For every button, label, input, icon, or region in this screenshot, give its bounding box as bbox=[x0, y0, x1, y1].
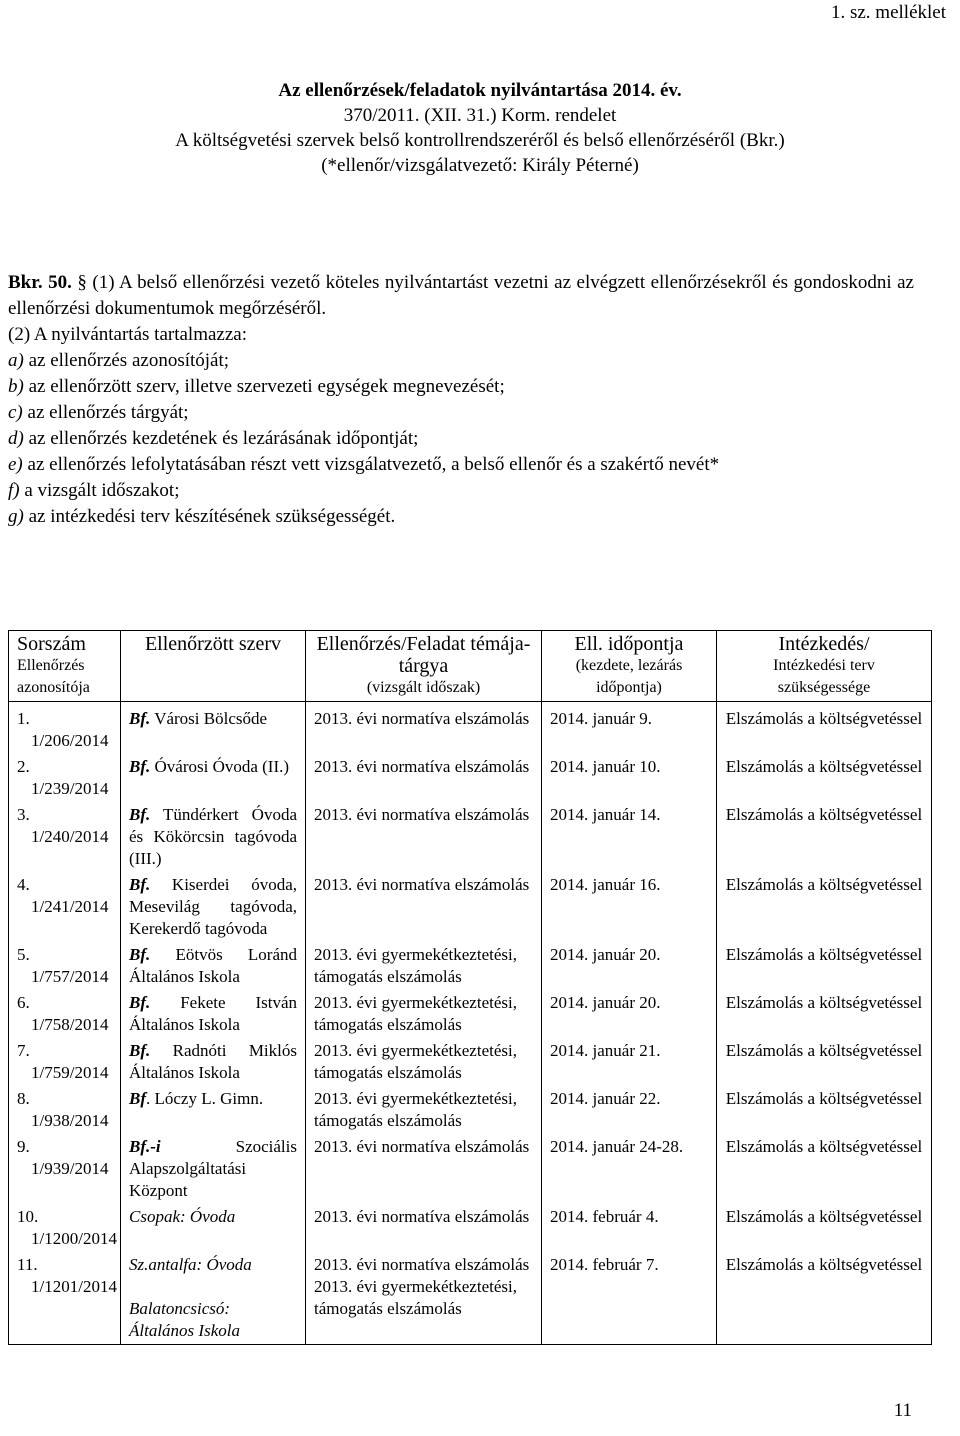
header-date bbox=[542, 631, 717, 702]
organization-text: Tündérkert Óvoda és Kökörcsin tagóvoda (III.) bbox=[129, 805, 297, 868]
cell-serial bbox=[9, 1038, 121, 1086]
header-action bbox=[717, 631, 932, 702]
header-organization-title: Ellenőrzött szerv bbox=[144, 633, 282, 655]
organization-name-secondary: Balatoncsicsó: Általános Iskola bbox=[129, 1299, 240, 1340]
cell-date bbox=[542, 1086, 717, 1134]
action-text: Elszámolás a költségvetéssel bbox=[725, 1137, 923, 1156]
organization-name bbox=[129, 1136, 297, 1202]
audit-id: 1/206/2014 bbox=[31, 731, 109, 750]
audit-id: 1/1200/2014 bbox=[31, 1229, 117, 1248]
law-item bbox=[8, 504, 914, 530]
cell-organization bbox=[121, 1086, 306, 1134]
organization-text: Szociális Alapszolgáltatási Központ bbox=[129, 1137, 297, 1200]
audit-date: 2014. január 10. bbox=[550, 757, 661, 776]
law-item-letter: b) bbox=[8, 376, 24, 397]
table-row bbox=[9, 1134, 932, 1204]
cell-topic bbox=[306, 702, 542, 755]
topic-text: 2013. évi normatíva elszámolás bbox=[314, 805, 530, 824]
cell-topic bbox=[306, 754, 542, 802]
organization-text: Városi Bölcsőde bbox=[150, 709, 268, 728]
row-number: 4. bbox=[17, 875, 30, 894]
row-number: 7. bbox=[17, 1041, 30, 1060]
organization-name bbox=[129, 708, 297, 730]
register-table bbox=[8, 630, 932, 1345]
cell-action bbox=[717, 1134, 932, 1204]
cell-action bbox=[717, 1086, 932, 1134]
cell-topic bbox=[306, 1252, 542, 1345]
cell-date bbox=[542, 754, 717, 802]
header-date-subtitle: (kezdete, lezárás időpontja) bbox=[575, 657, 683, 696]
action-text: Elszámolás a költségvetéssel bbox=[725, 1207, 923, 1226]
law-item bbox=[8, 478, 914, 504]
cell-organization bbox=[121, 1134, 306, 1204]
organization-name bbox=[129, 804, 297, 870]
law-paragraph-1 bbox=[8, 270, 914, 322]
law-item bbox=[8, 452, 914, 478]
cell-organization bbox=[121, 872, 306, 942]
cell-organization bbox=[121, 1252, 306, 1345]
cell-date bbox=[542, 942, 717, 990]
action-text: Elszámolás a költségvetéssel bbox=[725, 1041, 923, 1060]
law-item bbox=[8, 400, 914, 426]
law-excerpt bbox=[8, 270, 914, 530]
row-number: 5. bbox=[17, 945, 30, 964]
audit-id: 1/1201/2014 bbox=[31, 1277, 117, 1296]
audit-date: 2014. január 16. bbox=[550, 875, 661, 894]
table-row bbox=[9, 754, 932, 802]
header-topic-subtitle: (vizsgált időszak) bbox=[366, 679, 481, 696]
row-number: 3. bbox=[17, 805, 30, 824]
cell-date bbox=[542, 990, 717, 1038]
organization-text: Kiserdei óvoda, Mesevilág tagóvoda, Kerekerdő tagóvoda bbox=[129, 875, 297, 938]
organization-prefix: Bf. bbox=[129, 945, 151, 964]
law-item-text: a vizsgált időszakot; bbox=[19, 480, 180, 501]
law-paragraph-1-text: § (1) A belső ellenőrzési vezető köteles nyilvántartást vezetni az elvégzett ellenőrzésekről és gondoskodni az ellenőrzési dokumentumok megőrzéséről. bbox=[8, 272, 914, 319]
cell-serial bbox=[9, 1252, 121, 1345]
audit-date: 2014. január 14. bbox=[550, 805, 661, 824]
cell-date bbox=[542, 1252, 717, 1345]
organization-name bbox=[129, 1088, 297, 1110]
action-text: Elszámolás a költségvetéssel bbox=[725, 805, 923, 824]
law-item-text: az ellenőrzés lefolytatásában részt vett vizsgálatvezető, a belső ellenőr és a szakértő nevét* bbox=[22, 454, 720, 475]
cell-action bbox=[717, 942, 932, 990]
law-reference: Bkr. 50. bbox=[8, 272, 72, 293]
audit-id: 1/239/2014 bbox=[31, 779, 109, 798]
cell-organization bbox=[121, 942, 306, 990]
table-row bbox=[9, 1038, 932, 1086]
law-item bbox=[8, 348, 914, 374]
organization-text: Radnóti Miklós Általános Iskola bbox=[129, 1041, 297, 1082]
row-number: 8. bbox=[17, 1089, 30, 1108]
law-item-text: az intézkedési terv készítésének szükségességét. bbox=[23, 506, 396, 527]
topic-text-secondary: 2013. évi gyermekétkeztetési, támogatás elszámolás bbox=[314, 1277, 517, 1318]
topic-text: 2013. évi normatíva elszámolás bbox=[314, 875, 530, 894]
cell-topic bbox=[306, 1204, 542, 1252]
law-paragraph-2: (2) A nyilvántartás tartalmazza: bbox=[8, 324, 247, 345]
audit-date: 2014. január 21. bbox=[550, 1041, 661, 1060]
header-date-title: Ell. időpontja bbox=[574, 633, 684, 655]
cell-date bbox=[542, 802, 717, 872]
law-item-letter: g) bbox=[8, 506, 24, 527]
action-text: Elszámolás a költségvetéssel bbox=[725, 709, 923, 728]
cell-organization bbox=[121, 1038, 306, 1086]
audit-date: 2014. január 20. bbox=[550, 993, 661, 1012]
audit-date: 2014. február 7. bbox=[550, 1255, 659, 1274]
cell-action bbox=[717, 802, 932, 872]
law-item-letter: c) bbox=[8, 402, 23, 423]
cell-topic bbox=[306, 872, 542, 942]
audit-date: 2014. február 4. bbox=[550, 1207, 659, 1226]
register-table-body bbox=[9, 702, 932, 1345]
cell-topic bbox=[306, 1038, 542, 1086]
organization-name bbox=[129, 756, 297, 778]
law-item bbox=[8, 374, 914, 400]
cell-serial bbox=[9, 1134, 121, 1204]
law-item-text: az ellenőrzött szerv, illetve szervezeti egységek megnevezését; bbox=[23, 376, 505, 397]
topic-text: 2013. évi gyermekétkeztetési, támogatás elszámolás bbox=[314, 1089, 517, 1130]
organization-name bbox=[129, 874, 297, 940]
topic-text: 2013. évi gyermekétkeztetési, támogatás elszámolás bbox=[314, 1041, 517, 1082]
topic-text: 2013. évi gyermekétkeztetési, támogatás elszámolás bbox=[314, 945, 517, 986]
cell-organization bbox=[121, 990, 306, 1038]
law-item-text: az ellenőrzés tárgyát; bbox=[22, 402, 189, 423]
audit-id: 1/241/2014 bbox=[31, 897, 109, 916]
law-items-list bbox=[8, 348, 914, 530]
action-text: Elszámolás a költségvetéssel bbox=[725, 875, 923, 894]
audit-id: 1/939/2014 bbox=[31, 1159, 109, 1178]
cell-action bbox=[717, 872, 932, 942]
cell-action bbox=[717, 1038, 932, 1086]
audit-date: 2014. január 20. bbox=[550, 945, 661, 964]
row-number: 1. bbox=[17, 709, 30, 728]
title-line-4: (*ellenőr/vizsgálatvezető: Király Péterné) bbox=[321, 155, 639, 176]
action-text: Elszámolás a költségvetéssel bbox=[725, 757, 923, 776]
page-number: 11 bbox=[893, 1400, 912, 1421]
organization-prefix: Bf. bbox=[129, 875, 151, 894]
row-number: 6. bbox=[17, 993, 30, 1012]
cell-serial bbox=[9, 1086, 121, 1134]
header-topic bbox=[306, 631, 542, 702]
organization-text: . Lóczy L. Gimn. bbox=[146, 1089, 264, 1108]
header-organization bbox=[121, 631, 306, 702]
cell-topic bbox=[306, 802, 542, 872]
row-number: 11. bbox=[17, 1255, 38, 1274]
table-row bbox=[9, 1204, 932, 1252]
table-row bbox=[9, 702, 932, 755]
audit-id: 1/758/2014 bbox=[31, 1015, 109, 1034]
cell-date bbox=[542, 872, 717, 942]
cell-serial bbox=[9, 990, 121, 1038]
law-item-text: az ellenőrzés kezdetének és lezárásának időpontját; bbox=[23, 428, 419, 449]
cell-topic bbox=[306, 942, 542, 990]
cell-date bbox=[542, 1204, 717, 1252]
title-line-1: Az ellenőrzések/feladatok nyilvántartása 2014. év. bbox=[278, 80, 682, 101]
audit-date: 2014. január 22. bbox=[550, 1089, 661, 1108]
title-line-2: 370/2011. (XII. 31.) Korm. rendelet bbox=[343, 105, 617, 126]
topic-text: 2013. évi normatíva elszámolás bbox=[314, 1207, 530, 1226]
law-item bbox=[8, 426, 914, 452]
cell-organization bbox=[121, 802, 306, 872]
header-serial-subtitle: Ellenőrzés azonosítója bbox=[17, 657, 90, 696]
topic-text: 2013. évi gyermekétkeztetési, támogatás elszámolás bbox=[314, 993, 517, 1034]
table-row bbox=[9, 872, 932, 942]
organization-name bbox=[129, 1206, 297, 1228]
header-action-subtitle: Intézkedési terv szükségessége bbox=[773, 657, 875, 696]
cell-topic bbox=[306, 1086, 542, 1134]
cell-serial bbox=[9, 872, 121, 942]
cell-action bbox=[717, 702, 932, 755]
cell-organization bbox=[121, 702, 306, 755]
cell-serial bbox=[9, 942, 121, 990]
row-number: 10. bbox=[17, 1207, 39, 1226]
header-action-title: Intézkedés/ bbox=[778, 633, 870, 655]
organization-text: Sz.antalfa: Óvoda bbox=[129, 1255, 252, 1274]
cell-date bbox=[542, 1134, 717, 1204]
header-serial bbox=[9, 631, 121, 702]
cell-action bbox=[717, 1204, 932, 1252]
document-title bbox=[0, 78, 960, 178]
table-header-row bbox=[9, 631, 932, 702]
organization-prefix: Bf.-i bbox=[129, 1137, 161, 1156]
table-row bbox=[9, 942, 932, 990]
cell-topic bbox=[306, 990, 542, 1038]
cell-serial bbox=[9, 802, 121, 872]
law-item-letter: e) bbox=[8, 454, 23, 475]
audit-id: 1/240/2014 bbox=[31, 827, 109, 846]
organization-prefix: Bf. bbox=[129, 709, 151, 728]
audit-date: 2014. január 24-28. bbox=[550, 1137, 684, 1156]
cell-action bbox=[717, 1252, 932, 1345]
law-item-letter: f) bbox=[8, 480, 20, 501]
organization-prefix: Bf. bbox=[129, 1041, 151, 1060]
cell-action bbox=[717, 990, 932, 1038]
audit-id: 1/759/2014 bbox=[31, 1063, 109, 1082]
organization-prefix: Bf. bbox=[129, 757, 151, 776]
organization-name bbox=[129, 944, 297, 988]
table-row bbox=[9, 1086, 932, 1134]
organization-prefix: Bf bbox=[129, 1089, 146, 1108]
table-row bbox=[9, 990, 932, 1038]
organization-name bbox=[129, 1254, 297, 1276]
law-item-letter: a) bbox=[8, 350, 24, 371]
cell-serial bbox=[9, 702, 121, 755]
table-row bbox=[9, 1252, 932, 1345]
law-item-letter: d) bbox=[8, 428, 24, 449]
cell-date bbox=[542, 702, 717, 755]
table-row bbox=[9, 802, 932, 872]
header-serial-title: Sorszám bbox=[17, 633, 86, 655]
audit-date: 2014. január 9. bbox=[550, 709, 652, 728]
topic-text: 2013. évi normatíva elszámolás bbox=[314, 709, 530, 728]
organization-text: Fekete István Általános Iskola bbox=[129, 993, 297, 1034]
audit-id: 1/757/2014 bbox=[31, 967, 109, 986]
cell-serial bbox=[9, 1204, 121, 1252]
audit-id: 1/938/2014 bbox=[31, 1111, 109, 1130]
annex-label: 1. sz. melléklet bbox=[830, 2, 946, 23]
organization-text: Óvárosi Óvoda (II.) bbox=[150, 757, 290, 776]
organization-text: Eötvös Loránd Általános Iskola bbox=[129, 945, 297, 986]
organization-name bbox=[129, 992, 297, 1036]
cell-organization bbox=[121, 1204, 306, 1252]
topic-text: 2013. évi normatíva elszámolás bbox=[314, 1137, 530, 1156]
law-item-text: az ellenőrzés azonosítóját; bbox=[23, 350, 230, 371]
header-topic-title: Ellenőrzés/Feladat témája-tárgya bbox=[316, 633, 531, 677]
organization-name bbox=[129, 1040, 297, 1084]
organization-prefix: Bf. bbox=[129, 993, 151, 1012]
cell-serial bbox=[9, 754, 121, 802]
topic-text: 2013. évi normatíva elszámolás bbox=[314, 1255, 530, 1274]
topic-text: 2013. évi normatíva elszámolás bbox=[314, 757, 530, 776]
action-text: Elszámolás a költségvetéssel bbox=[725, 1255, 923, 1274]
cell-date bbox=[542, 1038, 717, 1086]
organization-prefix: Bf. bbox=[129, 805, 151, 824]
action-text: Elszámolás a költségvetéssel bbox=[725, 945, 923, 964]
action-text: Elszámolás a költségvetéssel bbox=[725, 1089, 923, 1108]
row-number: 9. bbox=[17, 1137, 30, 1156]
cell-topic bbox=[306, 1134, 542, 1204]
cell-organization bbox=[121, 754, 306, 802]
action-text: Elszámolás a költségvetéssel bbox=[725, 993, 923, 1012]
title-line-3: A költségvetési szervek belső kontrollrendszeréről és belső ellenőrzéséről (Bkr.) bbox=[175, 130, 785, 151]
cell-action bbox=[717, 754, 932, 802]
organization-text: Csopak: Óvoda bbox=[129, 1207, 236, 1226]
row-number: 2. bbox=[17, 757, 30, 776]
